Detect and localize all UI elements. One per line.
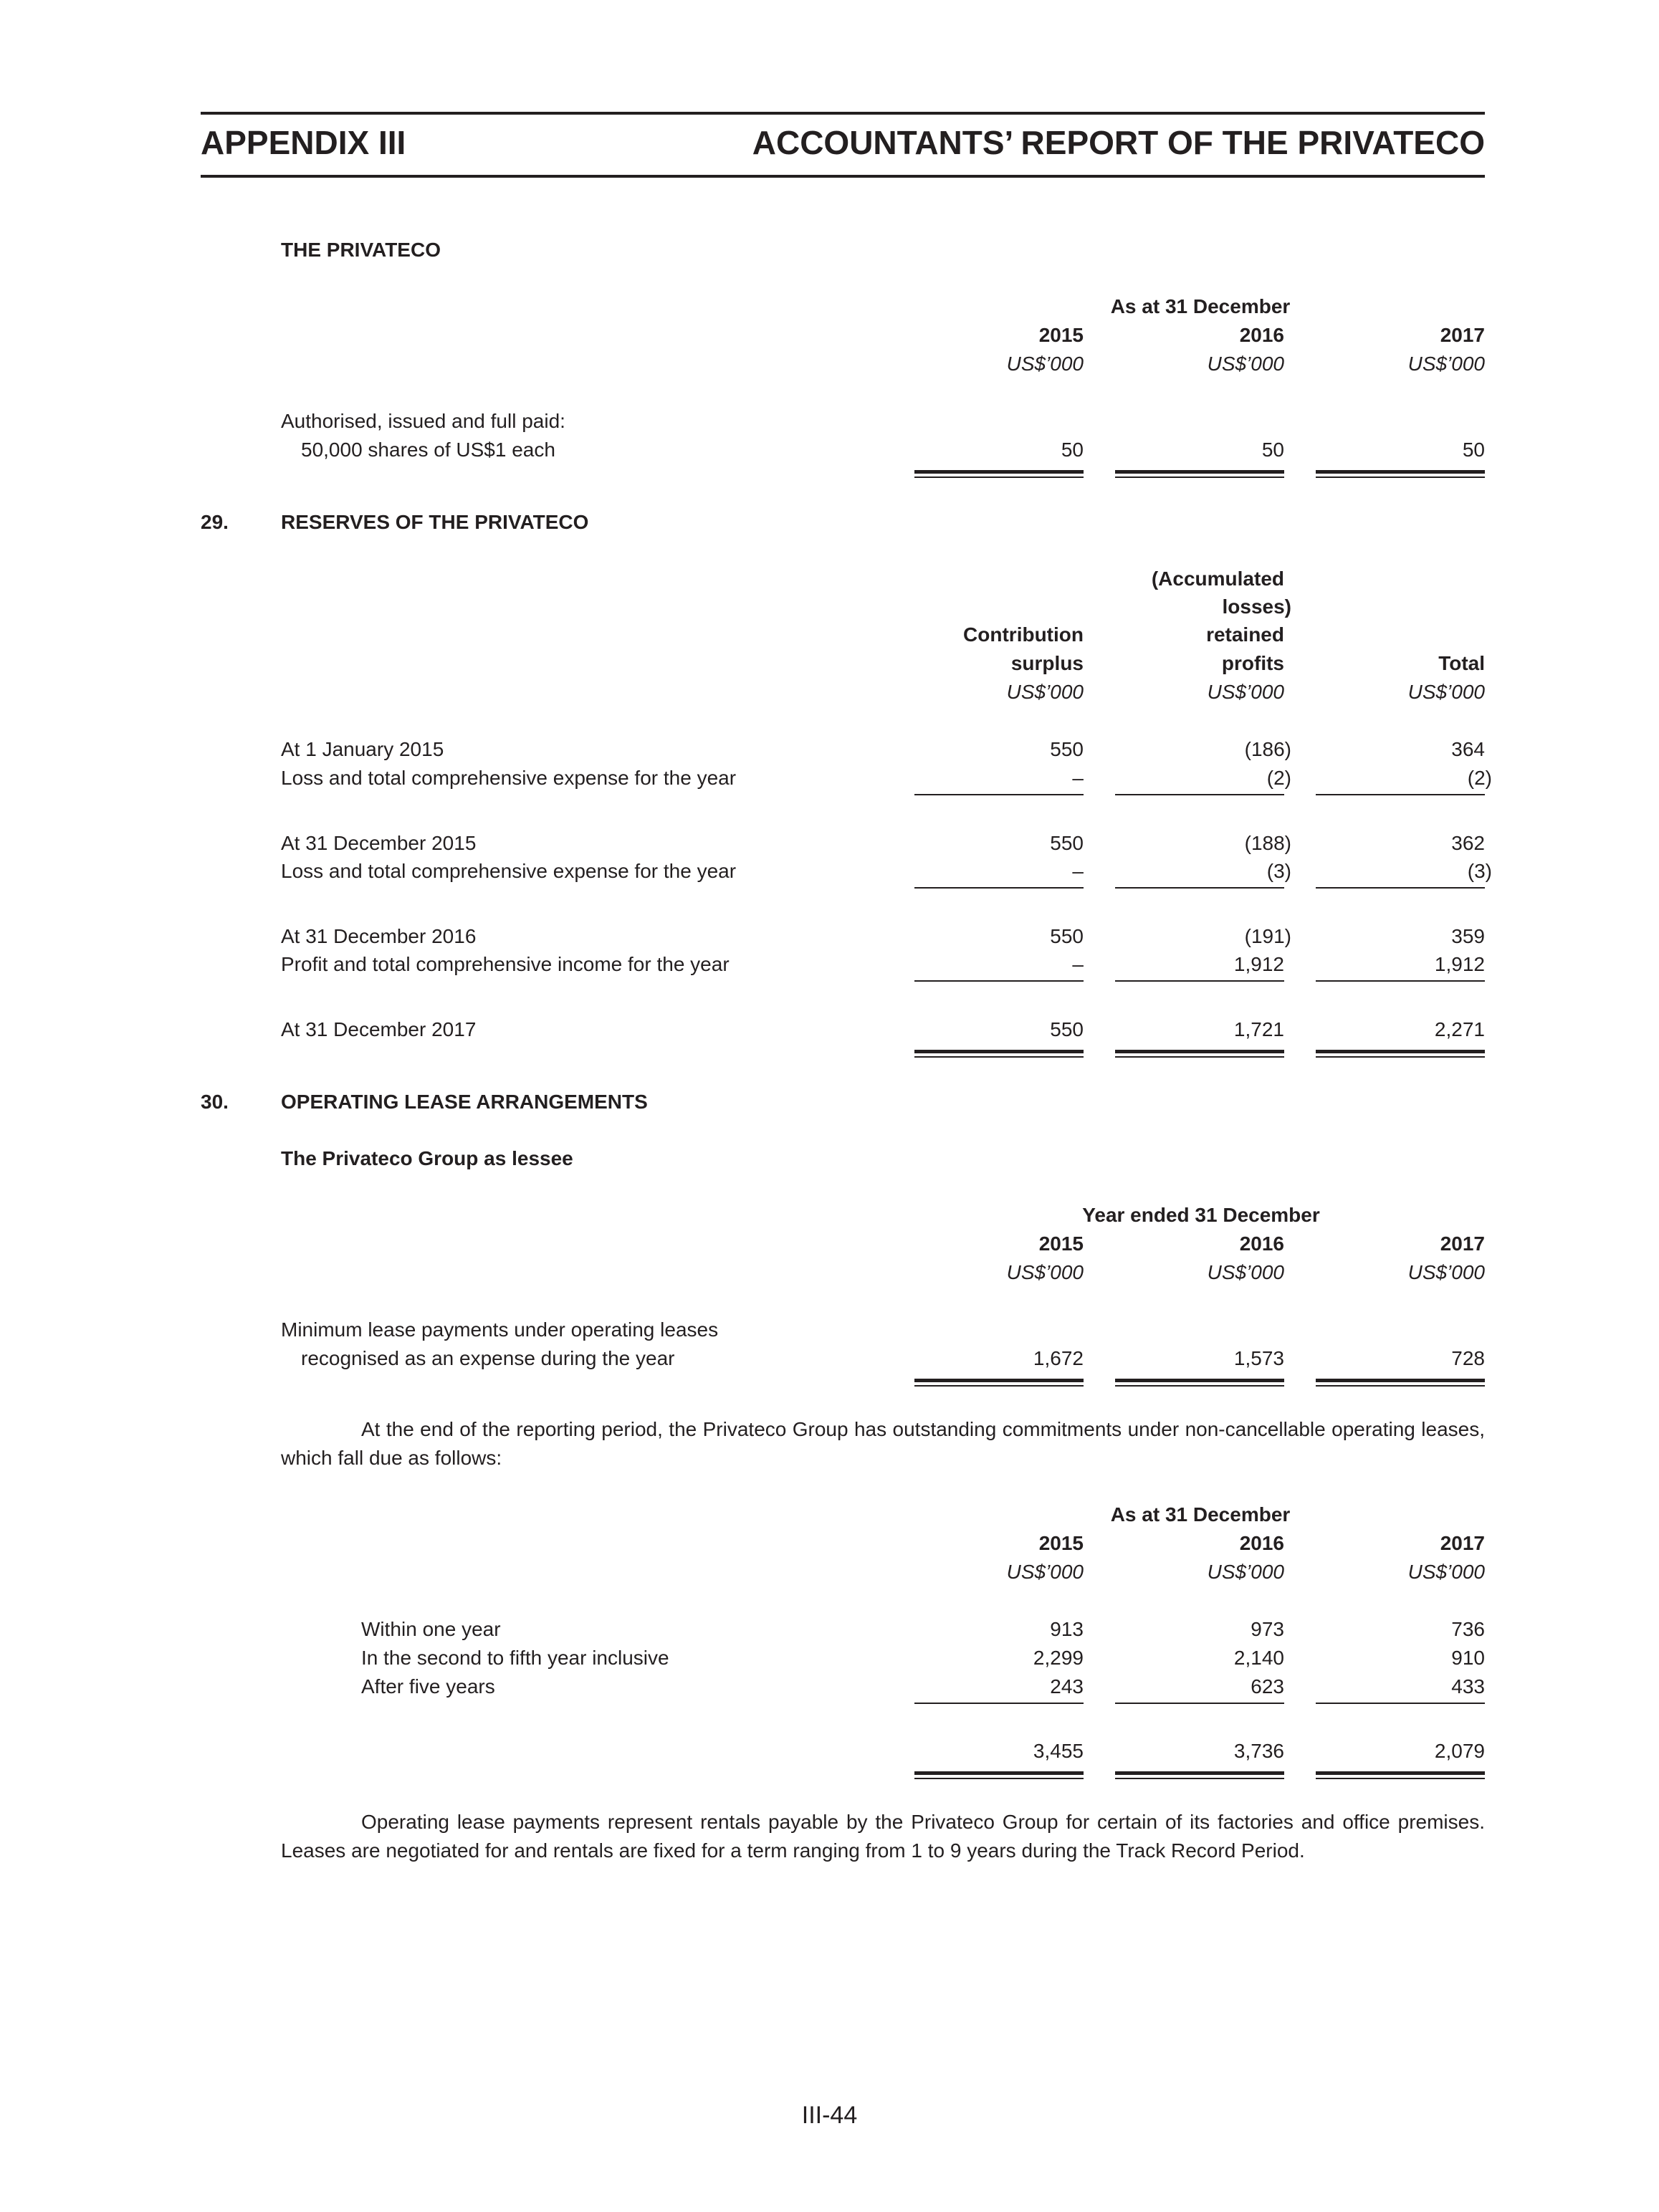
double-underline xyxy=(914,470,1084,478)
row-label: 50,000 shares of US$1 each xyxy=(301,439,555,461)
value-cell: 50 xyxy=(1462,439,1485,461)
column-header: profits xyxy=(1221,652,1284,674)
unit-label: US$’000 xyxy=(1006,353,1084,375)
double-underline xyxy=(1115,1379,1284,1387)
value-cell: 2,140 xyxy=(1233,1647,1284,1669)
value-cell: 550 xyxy=(1050,832,1084,854)
row-label: After five years xyxy=(361,1675,495,1698)
value-cell: (3) xyxy=(1467,860,1492,882)
value-cell: (188) xyxy=(1244,832,1291,854)
value-cell: 550 xyxy=(1050,925,1084,947)
row-label: At 1 January 2015 xyxy=(281,738,444,760)
row-label: Authorised, issued and full paid: xyxy=(281,410,565,432)
subsection-heading: The Privateco Group as lessee xyxy=(281,1147,573,1169)
value-cell: 1,672 xyxy=(1033,1347,1084,1369)
unit-label: US$’000 xyxy=(1407,1561,1485,1583)
subtotal-underline xyxy=(1115,794,1284,795)
row-label: At 31 December 2015 xyxy=(281,832,477,854)
value-cell: 550 xyxy=(1050,738,1084,760)
value-cell: 50 xyxy=(1061,439,1084,461)
unit-label: US$’000 xyxy=(1207,1261,1284,1283)
year-header-2015: 2015 xyxy=(1038,324,1084,346)
subtotal-underline xyxy=(1316,794,1485,795)
value-cell: (3) xyxy=(1266,860,1291,882)
unit-label: US$’000 xyxy=(1407,1261,1485,1283)
value-cell: 728 xyxy=(1451,1347,1485,1369)
row-label: recognised as an expense during the year xyxy=(301,1347,675,1369)
value-cell: 243 xyxy=(1050,1675,1084,1698)
value-cell: (2) xyxy=(1266,767,1291,789)
double-underline xyxy=(914,1771,1084,1779)
total-cell: 3,455 xyxy=(1033,1740,1084,1762)
value-cell: (191) xyxy=(1244,925,1291,947)
column-header: Contribution xyxy=(963,623,1084,646)
unit-label: US$’000 xyxy=(1207,353,1284,375)
subtotal-underline xyxy=(914,794,1084,795)
row-label: At 31 December 2016 xyxy=(281,925,477,947)
commitments-period-label: As at 31 December xyxy=(1110,1503,1291,1526)
year-header-2016: 2016 xyxy=(1239,1532,1284,1554)
value-cell: (186) xyxy=(1244,738,1291,760)
section-heading: OPERATING LEASE ARRANGEMENTS xyxy=(281,1091,648,1113)
value-cell: 1,721 xyxy=(1233,1018,1284,1040)
year-header-2017: 2017 xyxy=(1440,1232,1485,1255)
closing-paragraph: Operating lease payments represent rentals payable by the Privateco Group for certain of its factories and office premises. Leases are negotiated for and rentals are fixed for a term ranging from 1 to 9 years during the Track Record Period. xyxy=(281,1811,1485,1862)
value-cell: 1,912 xyxy=(1233,953,1284,975)
column-header: losses) xyxy=(1222,595,1291,618)
unit-label: US$’000 xyxy=(1407,353,1485,375)
subtotal-underline xyxy=(1115,1703,1284,1704)
total-cell: 2,079 xyxy=(1434,1740,1485,1762)
total-cell: 3,736 xyxy=(1233,1740,1284,1762)
subtotal-underline xyxy=(914,887,1084,889)
page-number: III-44 xyxy=(801,2102,858,2129)
value-cell: 362 xyxy=(1451,832,1485,854)
value-cell: 550 xyxy=(1050,1018,1084,1040)
subtotal-underline xyxy=(1115,980,1284,982)
value-cell: 2,271 xyxy=(1434,1018,1485,1040)
row-label: At 31 December 2017 xyxy=(281,1018,477,1040)
subtotal-underline xyxy=(1316,980,1485,982)
unit-label: US$’000 xyxy=(1407,681,1485,703)
unit-label: US$’000 xyxy=(1006,1561,1084,1583)
row-label: In the second to fifth year inclusive xyxy=(361,1647,669,1669)
subtotal-underline xyxy=(914,980,1084,982)
report-title: ACCOUNTANTS’ REPORT OF THE PRIVATECO xyxy=(752,124,1485,161)
share-capital-period-label: As at 31 December xyxy=(1110,295,1291,317)
double-underline xyxy=(1316,1050,1485,1058)
column-header: Total xyxy=(1438,652,1485,674)
column-header: surplus xyxy=(1010,652,1084,674)
row-label: Loss and total comprehensive expense for the year xyxy=(281,767,737,789)
subtotal-underline xyxy=(1115,887,1284,889)
double-underline xyxy=(914,1379,1084,1387)
year-header-2015: 2015 xyxy=(1038,1532,1084,1554)
unit-label: US$’000 xyxy=(1207,681,1284,703)
unit-label: US$’000 xyxy=(1207,1561,1284,1583)
share-capital-heading: THE PRIVATECO xyxy=(281,239,441,261)
value-cell: 433 xyxy=(1451,1675,1485,1698)
double-underline xyxy=(1316,1771,1485,1779)
value-cell: (2) xyxy=(1467,767,1492,789)
double-underline xyxy=(914,1050,1084,1058)
column-header: (Accumulated xyxy=(1151,568,1284,590)
double-underline xyxy=(1115,1771,1284,1779)
year-header-2016: 2016 xyxy=(1239,324,1284,346)
value-cell: 973 xyxy=(1251,1618,1284,1640)
value-cell: 1,573 xyxy=(1233,1347,1284,1369)
row-label: Within one year xyxy=(361,1618,501,1640)
row-label: Loss and total comprehensive expense for the year xyxy=(281,860,737,882)
row-label: Profit and total comprehensive income for the year xyxy=(281,953,730,975)
value-cell: 913 xyxy=(1050,1618,1084,1640)
section-number: 29. xyxy=(201,511,229,533)
page-header xyxy=(201,112,1485,178)
value-cell: 910 xyxy=(1451,1647,1485,1669)
year-header-2017: 2017 xyxy=(1440,324,1485,346)
subtotal-underline xyxy=(914,1703,1084,1704)
value-cell: – xyxy=(1072,860,1084,882)
value-cell: 364 xyxy=(1451,738,1485,760)
appendix-title: APPENDIX III xyxy=(201,124,406,161)
double-underline xyxy=(1316,1379,1485,1387)
section-heading: RESERVES OF THE PRIVATECO xyxy=(281,511,589,533)
year-header-2016: 2016 xyxy=(1239,1232,1284,1255)
value-cell: 2,299 xyxy=(1033,1647,1084,1669)
unit-label: US$’000 xyxy=(1006,1261,1084,1283)
value-cell: 1,912 xyxy=(1434,953,1485,975)
value-cell: – xyxy=(1072,953,1084,975)
column-header: retained xyxy=(1206,623,1284,646)
value-cell: 623 xyxy=(1251,1675,1284,1698)
value-cell: 736 xyxy=(1451,1618,1485,1640)
year-header-2017: 2017 xyxy=(1440,1532,1485,1554)
subtotal-underline xyxy=(1316,887,1485,889)
unit-label: US$’000 xyxy=(1006,681,1084,703)
subtotal-underline xyxy=(1316,1703,1485,1704)
commitments-intro-paragraph: At the end of the reporting period, the Privateco Group has outstanding commitments under non-cancellable operating leases, which fall due as follows: xyxy=(281,1418,1485,1469)
double-underline xyxy=(1115,1050,1284,1058)
value-cell: 359 xyxy=(1451,925,1485,947)
double-underline xyxy=(1115,470,1284,478)
value-cell: 50 xyxy=(1261,439,1284,461)
section-number: 30. xyxy=(201,1091,229,1113)
value-cell: – xyxy=(1072,767,1084,789)
year-header-2015: 2015 xyxy=(1038,1232,1084,1255)
double-underline xyxy=(1316,470,1485,478)
row-label: Minimum lease payments under operating leases xyxy=(281,1318,719,1341)
expense-period-label: Year ended 31 December xyxy=(1082,1204,1320,1226)
